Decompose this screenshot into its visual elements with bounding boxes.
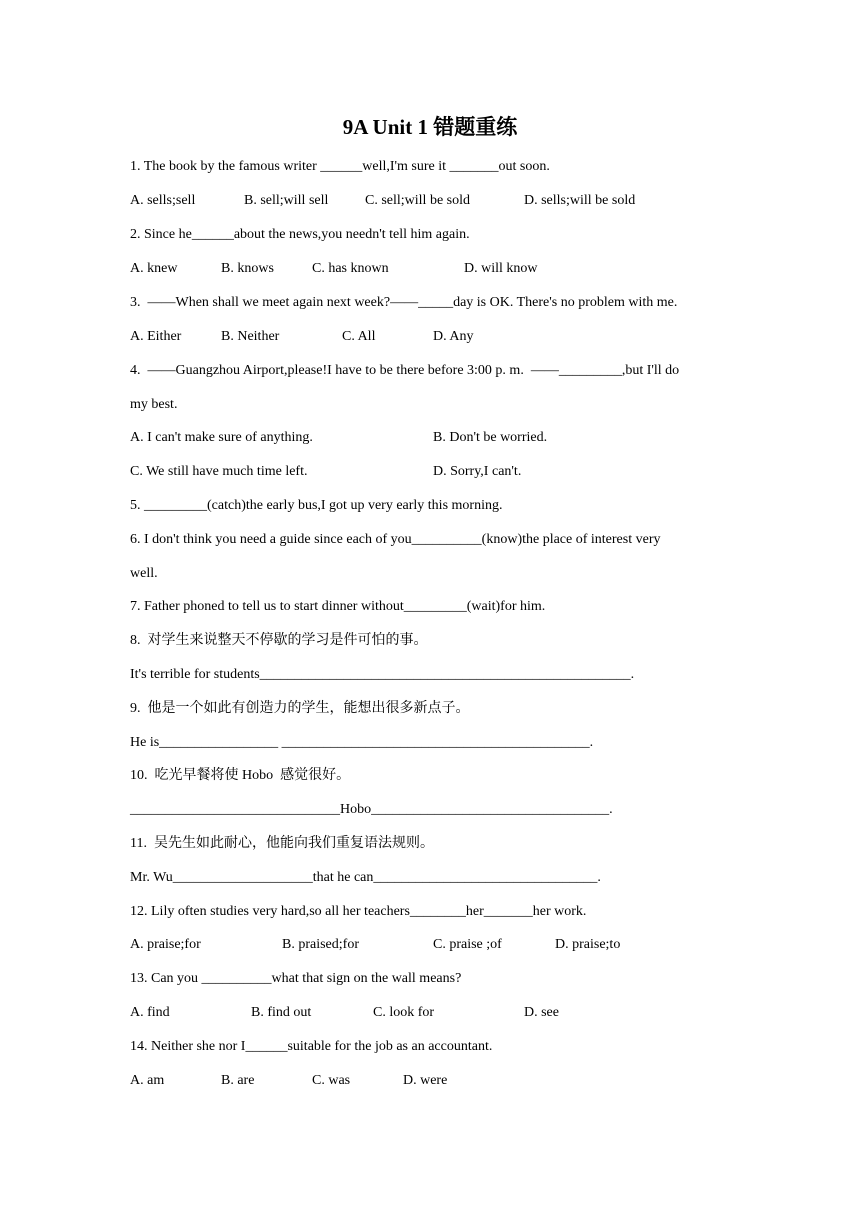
question-2-option-d: D. will know <box>464 261 538 276</box>
question-4-option-b: B. Don't be worried. <box>433 430 548 445</box>
question-2-option-c: C. has known <box>312 261 389 276</box>
question-5-stem: 5. _________(catch)the early bus,I got up very early this morning. <box>130 498 503 513</box>
question-1-option-d: D. sells;will be sold <box>524 193 636 208</box>
question-3-option-d: D. Any <box>433 329 474 344</box>
document-title: 9A Unit 1 错题重练 <box>342 115 518 139</box>
question-13-stem: 13. Can you __________what that sign on the wall means? <box>130 971 462 986</box>
question-1-option-a: A. sells;sell <box>130 193 196 208</box>
question-11-prompt: 11. 吴先生如此耐心，他能向我们重复语法规则。 <box>130 836 434 851</box>
question-14-stem: 14. Neither she nor I______suitable for the job as an accountant. <box>130 1039 493 1054</box>
question-10-prompt: 10. 吃光早餐将使 Hobo 感觉很好。 <box>130 768 351 783</box>
question-9-prompt: 9. 他是一个如此有创造力的学生，能想出很多新点子。 <box>130 701 470 716</box>
question-13-option-c: C. look for <box>373 1005 435 1020</box>
question-1-option-c: C. sell;will be sold <box>365 193 470 208</box>
question-12-option-c: C. praise ;of <box>433 937 502 952</box>
question-7-stem: 7. Father phoned to tell us to start dinner without_________(wait)for him. <box>130 599 546 614</box>
question-4-option-d: D. Sorry,I can't. <box>433 464 522 479</box>
question-12-stem: 12. Lily often studies very hard,so all her teachers________her_______her work. <box>130 904 587 919</box>
question-2-option-a: A. knew <box>130 261 178 276</box>
question-13-option-a: A. find <box>130 1005 170 1020</box>
question-1-option-b: B. sell;will sell <box>244 193 329 208</box>
question-14-option-d: D. were <box>403 1073 448 1088</box>
question-6-stem-line-1: 6. I don't think you need a guide since each of you__________(know)the place of interest very <box>130 532 661 547</box>
question-10-answer-line: ______________________________Hobo__________________________________. <box>130 802 613 817</box>
question-8-answer-line: It's terrible for students_____________________________________________________. <box>130 667 635 682</box>
question-3-option-c: C. All <box>342 329 376 344</box>
question-14-option-b: B. are <box>221 1073 255 1088</box>
question-3-stem: 3. ——When shall we meet again next week?——_____day is OK. There's no problem with me. <box>130 295 678 310</box>
question-13-option-d: D. see <box>524 1005 559 1020</box>
question-2-option-b: B. knows <box>221 261 274 276</box>
question-9-answer-line: He is_________________ ____________________________________________. <box>130 735 594 750</box>
question-13-option-b: B. find out <box>251 1005 312 1020</box>
question-4-stem-line-2: my best. <box>130 397 178 412</box>
question-14-option-a: A. am <box>130 1073 165 1088</box>
question-4-option-a: A. I can't make sure of anything. <box>130 430 313 445</box>
question-12-option-b: B. praised;for <box>282 937 359 952</box>
question-2-stem: 2. Since he______about the news,you needn't tell him again. <box>130 227 470 242</box>
question-12-option-d: D. praise;to <box>555 937 621 952</box>
question-6-stem-line-2: well. <box>130 566 158 581</box>
question-8-prompt: 8. 对学生来说整天不停歇的学习是件可怕的事。 <box>130 633 428 648</box>
question-3-option-b: B. Neither <box>221 329 280 344</box>
question-3-option-a: A. Either <box>130 329 182 344</box>
question-11-answer-line: Mr. Wu____________________that he can________________________________. <box>130 870 601 885</box>
question-12-option-a: A. praise;for <box>130 937 201 952</box>
question-4-stem-line-1: 4. ——Guangzhou Airport,please!I have to be there before 3:00 p. m. ——_________,but I'll do <box>130 363 680 378</box>
question-14-option-c: C. was <box>312 1073 351 1088</box>
question-1-stem: 1. The book by the famous writer ______well,I'm sure it _______out soon. <box>130 159 550 174</box>
question-4-option-c: C. We still have much time left. <box>130 464 308 479</box>
